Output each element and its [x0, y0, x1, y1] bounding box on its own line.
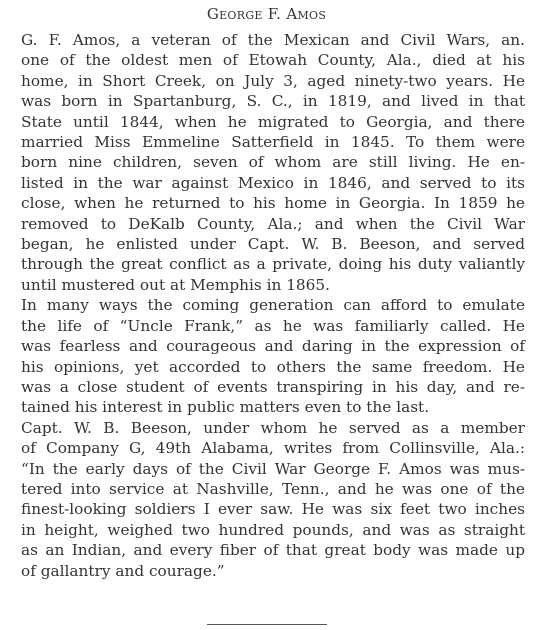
text-line: tained his interest in public matters even to the last.: [21, 398, 430, 417]
text-line: removed to DeKalb County, Ala.; and when the Civil War: [21, 214, 525, 233]
text-line: the life of “Uncle Frank,” as he was familiarly called. He: [21, 316, 525, 335]
text-line: of Company G, 49th Alabama, writes from Collinsville, Ala.:: [21, 439, 525, 458]
text-line: tered into service at Nashville, Tenn., and he was one of the: [21, 479, 525, 498]
text-line: home, in Short Creek, on July 3, aged ninety-two years. He: [21, 71, 525, 90]
text-line: one of the oldest men of Etowah County, Ala., died at his: [21, 51, 525, 70]
text-line: in height, weighed two hundred pounds, and was as straight: [21, 520, 525, 539]
article-body: [11, 30, 525, 581]
text-line: born nine children, seven of whom are still living. He en-: [21, 153, 525, 172]
text-line: of gallantry and courage.”: [21, 561, 225, 580]
section-divider: [207, 624, 327, 625]
text-line: was a close student of events transpiring in his day, and re-: [21, 377, 525, 396]
text-line: State until 1844, when he migrated to Georgia, and there: [21, 112, 525, 131]
text-line: his opinions, yet accorded to others the same freedom. He: [21, 357, 525, 376]
text-line: G. F. Amos, a veteran of the Mexican and Civil Wars, an.: [21, 31, 525, 49]
text-line: through the great conflict as a private, doing his duty valiantly: [21, 255, 525, 274]
text-line: finest-looking soldiers I ever saw. He was six feet two inches: [21, 500, 525, 519]
text-line: was born in Spartanburg, S. C., in 1819, and lived in that: [21, 92, 525, 111]
text-line: close, when he returned to his home in Georgia. In 1859 he: [21, 194, 525, 213]
paragraph-3: [11, 418, 525, 581]
text-line: “In the early days of the Civil War George F. Amos was mus-: [21, 459, 525, 478]
text-line: until mustered out at Memphis in 1865.: [21, 275, 330, 294]
text-line: Capt. W. B. Beeson, under whom he served as a member: [21, 418, 525, 437]
text-line: as an Indian, and every fiber of that great body was made up: [21, 541, 525, 560]
text-line: was fearless and courageous and daring in the expression of: [21, 337, 525, 356]
text-line: listed in the war against Mexico in 1846, and served to its: [21, 173, 525, 192]
paragraph-2: [11, 295, 525, 417]
text-line: married Miss Emmeline Satterfield in 1845. To them were: [21, 133, 525, 152]
article-title: George F. Amos: [206, 5, 327, 23]
paragraph-1: [11, 30, 525, 295]
text-line: began, he enlisted under Capt. W. B. Beeson, and served: [21, 235, 525, 254]
text-line: In many ways the coming generation can afford to emulate: [21, 296, 525, 315]
